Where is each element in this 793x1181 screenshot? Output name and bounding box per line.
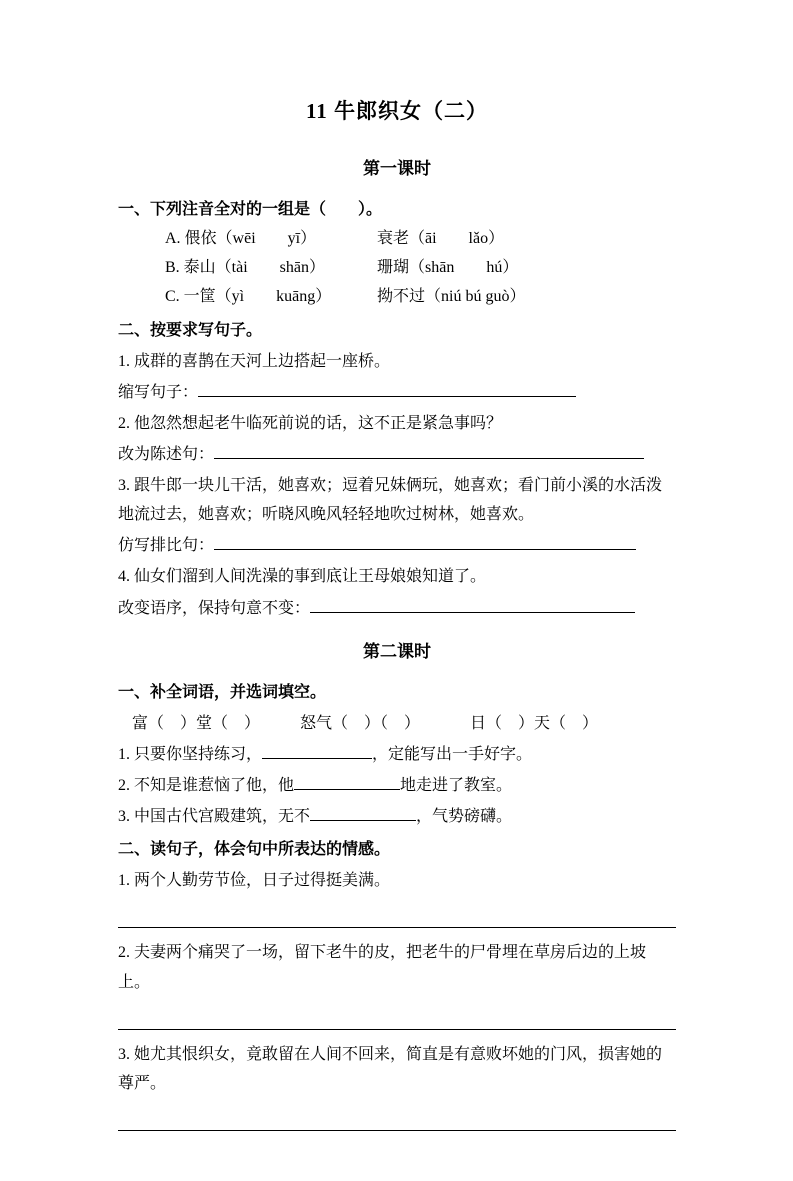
fill-before: 1. 只要你坚持练习， — [118, 745, 263, 763]
option-b-left: B. 泰山（tài shān） — [165, 259, 325, 277]
l1-section2-heading: 二、按要求写句子。 — [118, 321, 263, 339]
word-group-2: 怒气（ ）（ ） — [300, 714, 421, 732]
prompt-label: 改为陈述句： — [118, 446, 215, 464]
l1s2-sentence-3: 3. 跟牛郎一块儿干活，她喜欢；逗着兄妹俩玩，她喜欢；看门前小溪的水活泼地流过去，她喜欢；听晓风晚风轻轻地吹过树林，她喜欢。 — [118, 477, 663, 524]
option-a-left: A. 偎依（wēi yī） — [165, 230, 317, 248]
word-completion-row — [118, 709, 676, 738]
fill-blank — [294, 773, 400, 790]
l2s2-sentence-2: 2. 夫妻两个痛哭了一场，留下老牛的皮，把老牛的尸骨埋在草房后边的上坡上。 — [118, 944, 647, 991]
l2-section2-heading: 二、读句子，体会句中所表达的情感。 — [118, 841, 391, 859]
l2s1-fill-3 — [118, 802, 676, 831]
fill-blank — [310, 804, 416, 821]
word-group-3: 日（ ）天（ ） — [470, 714, 599, 732]
l1s2-prompt-4 — [118, 594, 676, 623]
l1s2-prompt-2 — [118, 440, 676, 469]
l2-section1-heading: 一、补全词语，并选词填空。 — [118, 683, 327, 701]
answer-blank — [198, 380, 576, 397]
fill-after: ，定能写出一手好字。 — [372, 745, 533, 763]
option-c-left: C. 一筐（yì kuāng） — [165, 288, 332, 306]
lesson2-heading: 第二课时 — [363, 641, 431, 661]
answer-line — [118, 1029, 676, 1030]
l1s2-sentence-1: 1. 成群的喜鹊在天河上边搭起一座桥。 — [118, 352, 391, 370]
l1s2-prompt-1 — [118, 378, 676, 407]
l1-section1-heading: 一、下列注音全对的一组是（ ）。 — [118, 201, 383, 219]
prompt-label: 改变语序，保持句意不变： — [118, 599, 311, 617]
fill-before: 2. 不知是谁惹恼了他，他 — [118, 776, 295, 794]
answer-blank — [214, 442, 644, 459]
l1s2-prompt-3 — [118, 531, 676, 560]
answer-blank — [214, 534, 636, 551]
option-c-right: 拗不过（niú bú guò） — [377, 288, 526, 306]
l2s1-fill-1 — [118, 740, 676, 769]
l1s2-sentence-2: 2. 他忽然想起老牛临死前说的话，这不正是紧急事吗？ — [118, 414, 503, 432]
answer-line — [118, 927, 676, 928]
pinyin-option-row-c — [118, 282, 676, 311]
option-a-right: 衰老（āi lǎo） — [377, 230, 505, 248]
l2s2-sentence-1: 1. 两个人勤劳节俭，日子过得挺美满。 — [118, 872, 391, 890]
pinyin-option-row-b — [118, 253, 676, 282]
page-title: 11 牛郎织女（二） — [305, 99, 489, 123]
fill-after: 地走进了教室。 — [400, 776, 513, 794]
word-group-1: 富（ ）堂（ ） — [132, 714, 261, 732]
fill-blank — [262, 742, 372, 759]
l1s2-sentence-4: 4. 仙女们溜到人间洗澡的事到底让王母娘娘知道了。 — [118, 568, 487, 586]
fill-before: 3. 中国古代宫殿建筑，无不 — [118, 808, 311, 826]
pinyin-option-row-a — [118, 224, 676, 253]
answer-blank — [310, 596, 635, 613]
answer-line — [118, 1130, 676, 1131]
l2s2-sentence-3: 3. 她尤其恨织女，竟敢留在人间不回来，简直是有意败坏她的门风，损害她的尊严。 — [118, 1045, 663, 1092]
option-b-right: 珊瑚（shān hú） — [377, 259, 519, 277]
lesson1-heading: 第一课时 — [363, 159, 431, 179]
fill-after: ，气势磅礴。 — [416, 808, 513, 826]
prompt-label: 仿写排比句： — [118, 537, 215, 555]
l2s1-fill-2 — [118, 771, 676, 800]
prompt-label: 缩写句子： — [118, 383, 199, 401]
